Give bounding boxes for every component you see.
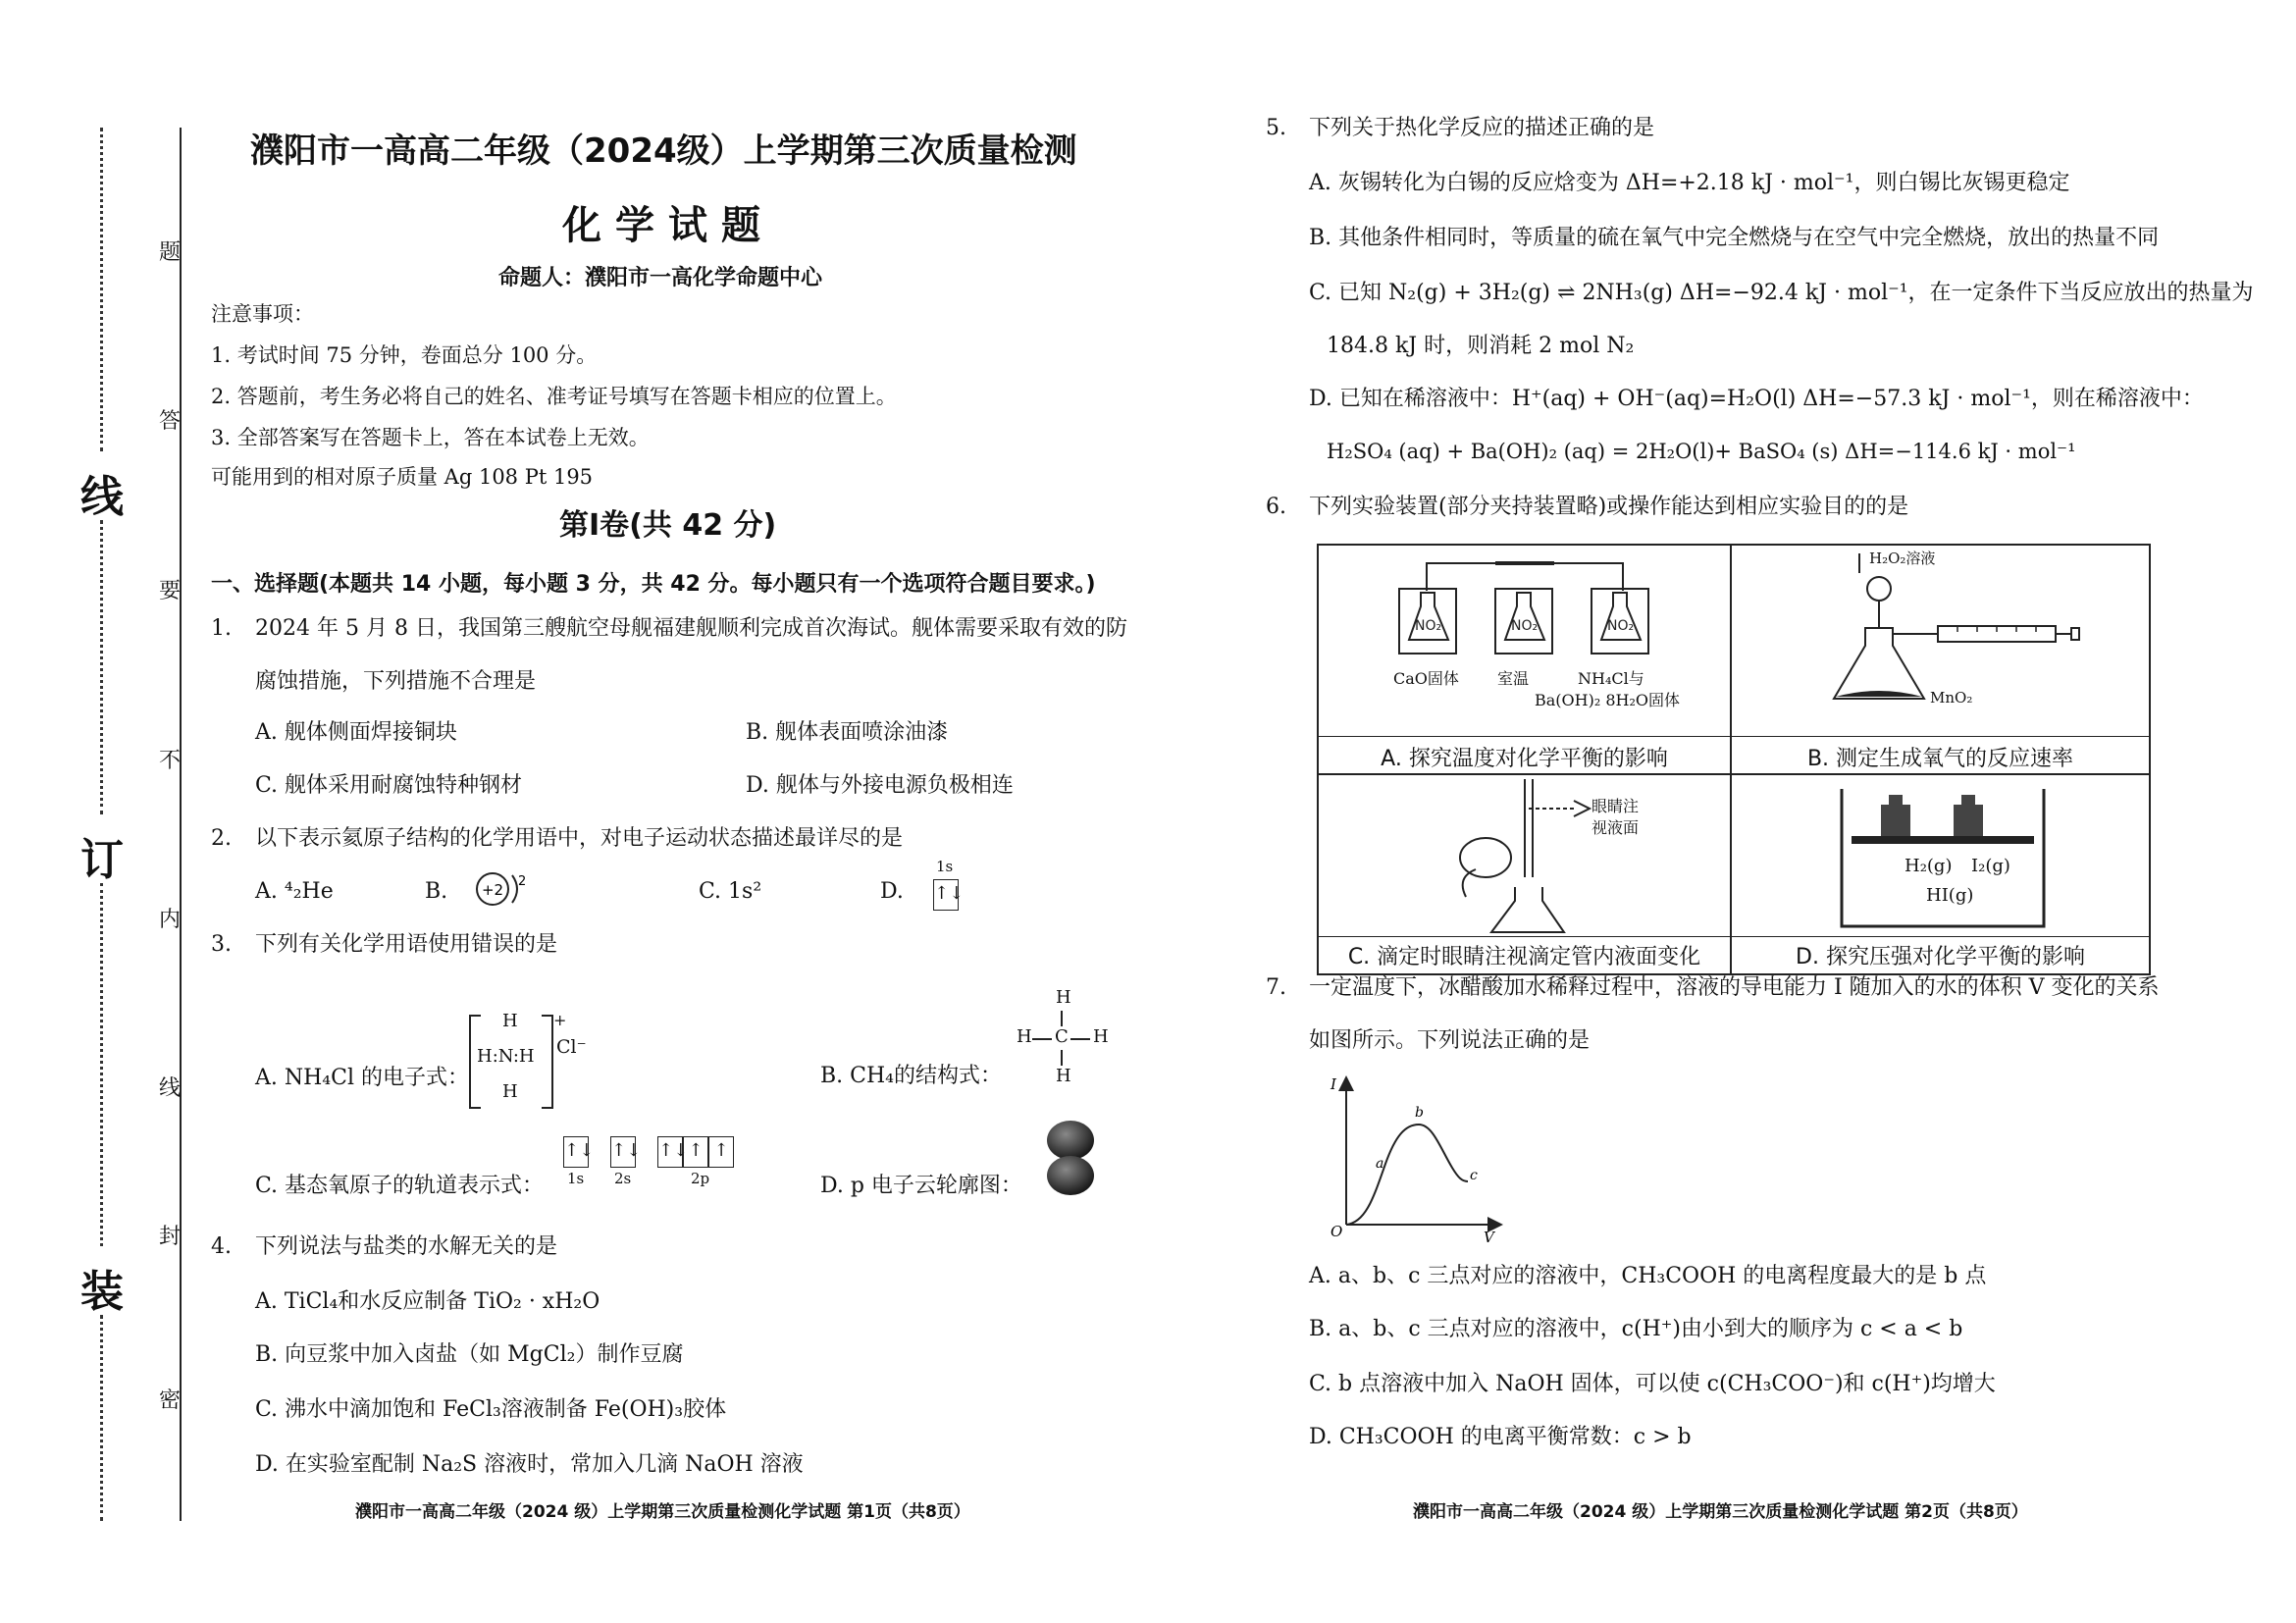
apparatus-label: 室温 — [1497, 669, 1530, 688]
formula-h-bottom: H — [502, 1081, 518, 1102]
margin-small-char: 答 — [159, 409, 182, 434]
atom-h: H — [1093, 1026, 1109, 1047]
atomic-mass-line: 可能用到的相对原子质量 Ag 108 Pt 195 — [211, 465, 594, 489]
right-page — [1217, 0, 2296, 1623]
apparatus-label: 眼睛注 — [1592, 797, 1640, 815]
note-item: 2. 答题前，考生务必将自己的姓名、准考证号填写在答题卡相应的位置上。 — [211, 385, 897, 408]
q3-option-d: D. p 电子云轮廓图： — [820, 1174, 1022, 1198]
notes-header: 注意事项： — [211, 302, 314, 326]
flask-label: NO₂ — [1511, 618, 1539, 634]
q4-option-b: B. 向豆浆中加入卤盐（如 MgCl₂）制作豆腐 — [255, 1342, 684, 1367]
margin-small-char: 密 — [159, 1388, 182, 1413]
q2-option-c: C. 1s² — [699, 879, 762, 904]
orbital-box: ↑ — [683, 1136, 708, 1168]
margin-small-char: 内 — [159, 908, 182, 932]
q4-option-d: D. 在实验室配制 Na₂S 溶液时，常加入几滴 NaOH 溶液 — [255, 1452, 804, 1477]
experiment-a — [1319, 546, 1730, 773]
q7-option-a: A. a、b、c 三点对应的溶液中，CH₃COOH 的电离程度最大的是 b 点 — [1309, 1264, 1987, 1288]
apparatus-label: H₂O₂溶液 — [1869, 550, 1936, 567]
graph-y-label: I — [1331, 1075, 1336, 1093]
section-title: 第Ⅰ卷(共 42 分) — [559, 508, 777, 543]
q1-option-a: A. 舰体侧面焊接铜块 — [255, 720, 457, 745]
note-item: 3. 全部答案写在答题卡上，答在本试卷上无效。 — [211, 426, 650, 449]
bond — [1070, 1038, 1090, 1040]
question-number: 7. — [1266, 975, 1286, 1000]
formula-charge: + — [553, 1011, 567, 1029]
q2-option-a: A. ⁴₂He — [255, 879, 334, 904]
q3-stem: 下列有关化学用语使用错误的是 — [255, 932, 558, 957]
question-number: 4. — [211, 1234, 232, 1259]
q7-stem-line2: 如图所示。下列说法正确的是 — [1309, 1028, 1591, 1053]
graph-origin: O — [1331, 1223, 1343, 1240]
experiment-c — [1319, 775, 1730, 973]
q4-stem: 下列说法与盐类的水解无关的是 — [255, 1234, 558, 1259]
q5-option-c-line2: 184.8 kJ 时，则消耗 2 mol N₂ — [1327, 334, 1635, 358]
q5-stem: 下列关于热化学反应的描述正确的是 — [1309, 116, 1655, 140]
exam-title: 濮阳市一高高二年级（2024级）上学期第三次质量检测 — [250, 131, 1077, 171]
q4-option-c: C. 沸水中滴加饱和 FeCl₃溶液制备 Fe(OH)₃胶体 — [255, 1397, 727, 1422]
q7-stem-line1: 一定温度下，冰醋酸加水稀释过程中，溶液的导电能力 I 随加入的水的体积 V 变化的关系 — [1309, 975, 2160, 1000]
q2-option-d: D. — [880, 879, 904, 904]
electron-formula-nh4cl — [469, 1011, 577, 1109]
atom-h: H — [1056, 1066, 1071, 1086]
exam-subtitle: 化学试题 — [562, 203, 774, 248]
graph-point-a: a — [1376, 1156, 1384, 1172]
question-number: 3. — [211, 932, 232, 957]
page-footer: 濮阳市一高高二年级（2024 级）上学期第三次质量检测化学试题 第1页（共8页） — [355, 1502, 970, 1522]
atom-structure-diagram — [473, 867, 528, 911]
page-footer: 濮阳市一高高二年级（2024 级）上学期第三次质量检测化学试题 第2页（共8页） — [1413, 1502, 2028, 1522]
q2-option-b: B. — [425, 879, 448, 904]
three-flask-apparatus — [1387, 550, 1682, 657]
binding-dash-line — [100, 883, 103, 1246]
atom-nucleus-charge: +2 — [481, 881, 504, 899]
question-number: 5. — [1266, 116, 1286, 140]
orbital-label: 2p — [691, 1170, 710, 1187]
formula-chloride: Cl⁻ — [556, 1036, 587, 1058]
q1-stem-line2: 腐蚀措施，下列措施不合理是 — [255, 669, 537, 694]
formula-h-top: H — [502, 1011, 518, 1031]
methane-structural-formula — [1017, 987, 1115, 1085]
margin-small-char: 要 — [159, 579, 182, 603]
binding-solid-line — [180, 128, 182, 1521]
apparatus-label: MnO₂ — [1930, 689, 1973, 707]
note-item: 1. 考试时间 75 分钟，卷面总分 100 分。 — [211, 343, 598, 367]
orbital-box: ↑↓ — [563, 1136, 589, 1168]
binding-dash-line — [100, 128, 103, 451]
graph-x-label: V — [1484, 1229, 1494, 1246]
margin-big-char: 订 — [80, 835, 124, 885]
experiment-table — [1317, 544, 2151, 975]
atom-shell-electrons: 2 — [518, 874, 527, 889]
experiment-a-caption: A. 探究温度对化学平衡的影响 — [1381, 747, 1668, 771]
q5-option-c-line1: C. 已知 N₂(g) + 3H₂(g) ⇌ 2NH₃(g) ΔH=−92.4 kJ · mol⁻¹，在一定条件下当反应放出的热量为 — [1309, 281, 2254, 305]
flask-label: NO₂ — [1415, 618, 1442, 634]
question-number: 6. — [1266, 495, 1286, 519]
q1-option-c: C. 舰体采用耐腐蚀特种钢材 — [255, 773, 523, 798]
q5-option-a: A. 灰锡转化为白锡的反应焓变为 ΔH=+2.18 kJ · mol⁻¹，则白锡比灰锡更稳定 — [1309, 171, 2070, 195]
orbital-box: ↑↓ — [933, 879, 959, 911]
apparatus-label: CaO固体 — [1393, 669, 1459, 688]
bond — [1032, 1038, 1052, 1040]
q1-stem-line1: 2024 年 5 月 8 日，我国第三艘航空母舰福建舰顺利完成首次海试。舰体需要采取有效的防 — [255, 616, 1127, 641]
binding-margin — [78, 128, 206, 1521]
orbital-box: ↑↓ — [657, 1136, 683, 1168]
formula-hnh: H:N:H — [477, 1046, 535, 1067]
margin-big-char: 线 — [80, 472, 124, 522]
question-number: 2. — [211, 826, 232, 851]
q1-option-b: B. 舰体表面喷涂油漆 — [746, 720, 949, 745]
p-orbital-dumbbell — [1040, 1119, 1101, 1197]
q5-option-b: B. 其他条件相同时，等质量的硫在氧气中完全燃烧与在空气中完全燃烧，放出的热量不同 — [1309, 226, 2160, 250]
q3-option-b: B. CH₄的结构式： — [820, 1064, 1002, 1088]
margin-small-char: 题 — [159, 240, 182, 265]
q2-stem: 以下表示氦原子结构的化学用语中，对电子运动状态描述最详尽的是 — [255, 826, 904, 851]
q6-stem: 下列实验装置(部分夹持装置略)或操作能达到相应实验目的的是 — [1309, 495, 1909, 519]
atom-c: C — [1055, 1026, 1069, 1047]
graph-point-b: b — [1415, 1105, 1424, 1121]
experiment-b — [1732, 546, 2149, 773]
experiment-d — [1732, 775, 2149, 973]
experiment-d-caption: D. 探究压强对化学平衡的影响 — [1796, 945, 2085, 969]
flask-label: NO₂ — [1607, 618, 1635, 634]
question-number: 1. — [211, 616, 232, 641]
atom-h: H — [1056, 987, 1071, 1008]
q7-option-c: C. b 点溶液中加入 NaOH 固体，可以使 c(CH₃COO⁻)和 c(H⁺)均增大 — [1309, 1372, 1996, 1396]
gas-label: HI(g) — [1926, 885, 1974, 906]
q1-option-d: D. 舰体与外接电源负极相连 — [746, 773, 1014, 798]
bracket-right — [542, 1015, 553, 1109]
graph-point-c: c — [1470, 1168, 1478, 1183]
author-line: 命题人：濮阳市一高化学命题中心 — [498, 266, 823, 290]
section-instructions: 一、选择题(本题共 14 小题，每小题 3 分，共 42 分。每小题只有一个选项符合题目要求。) — [211, 572, 1096, 597]
margin-big-char: 装 — [80, 1267, 124, 1317]
apparatus-label: 视液面 — [1592, 818, 1640, 837]
conductivity-graph — [1325, 1070, 1511, 1246]
margin-small-char: 封 — [159, 1225, 182, 1249]
experiment-c-caption: C. 滴定时眼睛注视滴定管内液面变化 — [1347, 945, 1701, 969]
orbital-box: ↑ — [708, 1136, 734, 1168]
orbital-label: 1s — [567, 1170, 585, 1187]
orbital-label: 2s — [614, 1170, 632, 1187]
q3-option-c: C. 基态氧原子的轨道表示式： — [255, 1174, 545, 1198]
margin-small-char: 线 — [159, 1076, 182, 1101]
apparatus-label: Ba(OH)₂ 8H₂O固体 — [1535, 691, 1681, 709]
gas-label: H₂(g) — [1905, 856, 1953, 876]
q4-option-a: A. TiCl₄和水反应制备 TiO₂ · xH₂O — [255, 1289, 600, 1314]
q7-option-d: D. CH₃COOH 的电离平衡常数：c > b — [1309, 1425, 1692, 1449]
orbital-label: 1s — [936, 858, 954, 875]
experiment-b-caption: B. 测定生成氧气的反应速率 — [1806, 747, 2074, 771]
orbital-box: ↑↓ — [610, 1136, 636, 1168]
q5-option-d-line2: H₂SO₄ (aq) + Ba(OH)₂ (aq) = 2H₂O(l)+ BaSO₄ (s) ΔH=−114.6 kJ · mol⁻¹ — [1327, 440, 2076, 463]
binding-dash-line — [100, 520, 103, 814]
apparatus-label: NH₄Cl与 — [1578, 669, 1644, 688]
q5-option-d-line1: D. 已知在稀溶液中：H⁺(aq) + OH⁻(aq)=H₂O(l) ΔH=−57.3 kJ · mol⁻¹，则在稀溶液中： — [1309, 387, 2204, 411]
margin-small-char: 不 — [159, 749, 182, 773]
bond — [1061, 1050, 1063, 1066]
binding-dash-line — [100, 1315, 103, 1521]
conductivity-curve — [1346, 1125, 1468, 1225]
q7-option-b: B. a、b、c 三点对应的溶液中，c(H⁺)由小到大的顺序为 c < a < b — [1309, 1317, 1963, 1341]
bond — [1061, 1011, 1063, 1026]
gas-label: I₂(g) — [1971, 856, 2010, 876]
q3-option-a: A. NH₄Cl 的电子式： — [255, 1066, 469, 1090]
atom-h: H — [1017, 1026, 1032, 1047]
